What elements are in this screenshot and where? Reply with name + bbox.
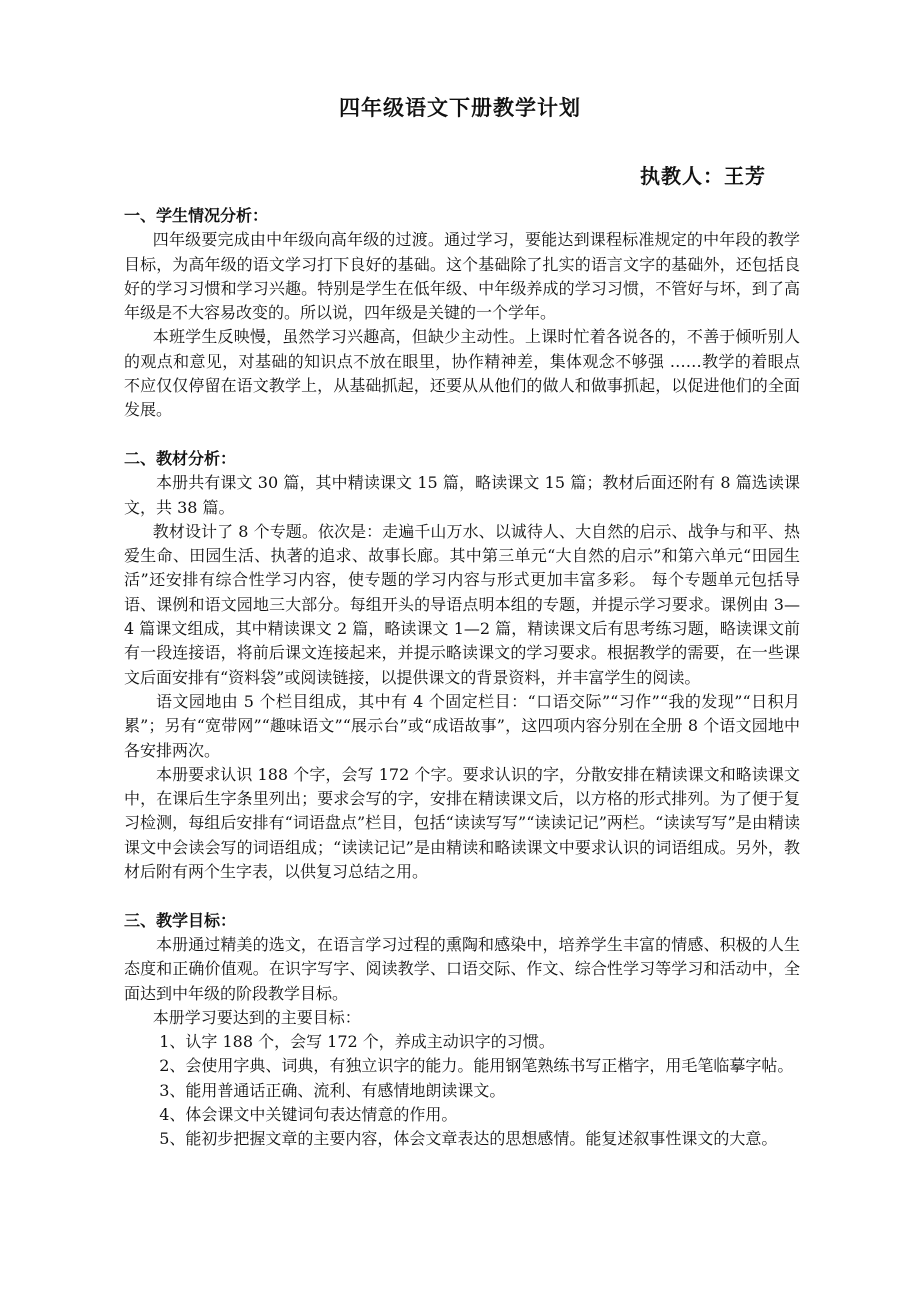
section-heading: 一、学生情况分析： [124, 206, 269, 225]
goal-item: 1、认字 188 个，会写 172 个，养成主动识字的习惯。 [159, 1032, 555, 1052]
section-student-analysis [124, 204, 800, 423]
author-line: 执教人：王芳 [640, 164, 766, 188]
paragraph: 本册学习要达到的主要目标： [152, 1007, 361, 1027]
paragraph: 四年级要完成由中年级向高年级的过渡。通过学习，要能达到课程标准规定的中年段的教学目标，为高年级的语文学习打下良好的基础。这个基础除了扎实的语言文字的基础外，还包括良好的学习习惯和学习兴趣。特别是学生在低年级、中年级养成的学习习惯，不管好与坏，到了高年级是不大容易改变的。所以说，四年级是关键的一个学年。 [124, 230, 800, 323]
paragraph: 本册共有课文 30 篇，其中精读课文 15 篇，略读课文 15 篇；教材后面还附有 8 篇选读课文，共 38 篇。 [124, 473, 800, 517]
paragraph: 本班学生反映慢，虽然学习兴趣高，但缺少主动性。上课时忙着各说各的，不善于倾听别人的观点和意见，对基础的知识点不放在眼里，协作精神差，集体观念不够强 ……教学的着眼点不应仅仅停留在语文教学上，从基础抓起，还要从从他们的做人和做事抓起，以促进他们的全面发展。 [124, 327, 800, 420]
goal-item: 4、体会课文中关键词句表达情意的作用。 [159, 1104, 458, 1124]
document-title: 四年级语文下册教学计划 [339, 95, 581, 120]
section-textbook-analysis [124, 447, 800, 884]
document-body [124, 204, 800, 1152]
paragraph: 本册通过精美的选文，在语言学习过程的熏陶和感染中，培养学生丰富的情感、积极的人生态度和正确价值观。在识字写字、阅读教学、口语交际、作文、综合性学习等学习和活动中，全面达到中年级的阶段教学目标。 [124, 934, 800, 1003]
section-teaching-goals [124, 909, 800, 1152]
paragraph: 语文园地由 5 个栏目组成，其中有 4 个固定栏目：“口语交际”“习作”“我的发现”“日积月累”；另有“宽带网”“趣味语文”“展示台”或“成语故事”，这四项内容分别在全册 8 个语文园地中各安排两次。 [124, 691, 800, 760]
paragraph: 教材设计了 8 个专题。依次是：走遍千山万水、以诚待人、大自然的启示、战争与和平、热爱生命、田园生活、执著的追求、故事长廊。其中第三单元“大自然的启示”和第六单元“田园生活”还安排有综合性学习内容，使专题的学习内容与形式更加丰富多彩。 每个专题单元包括导语、课例和语文园地三大部分。每组开头的导语点明本组的专题，并提示学习要求。课例由 3—4 篇课文组成，其中精读课文 2 篇，略读课文 1—2 篇，精读课文后有思考练习题，略读课文前有一段连接语，将前后课文连接起来，并提示略读课文的学习要求。根据教学的需要，在一些课文后面安排有“资料袋”或阅读链接，以提供课文的背景资料，并丰富学生的阅读。 [124, 521, 800, 687]
goal-item: 2、会使用字典、词典，有独立识字的能力。能用钢笔熟练书写正楷字，用毛笔临摹字帖。 [159, 1056, 794, 1076]
section-heading: 二、教材分析： [124, 448, 237, 468]
goal-item: 5、能初步把握文章的主要内容，体会文章表达的思想感情。能复述叙事性课文的大意。 [159, 1129, 778, 1149]
section-heading: 三、教学目标： [124, 910, 237, 930]
paragraph: 本册要求认识 188 个字，会写 172 个字。要求认识的字，分散安排在精读课文和略读课文中，在课后生字条里列出；要求会写的字，安排在精读课文后，以方格的形式排列。为了便于复习检测，每组后安排有“词语盘点”栏目，包括“读读写写”“读读记记”两栏。“读读写写”是由精读课文中会读会写的词语组成；“读读记记”是由精读和略读课文中要求认识的词语组成。另外，教材后附有两个生字表，以供复习总结之用。 [124, 764, 800, 882]
goal-item: 3、能用普通话正确、流利、有感情地朗读课文。 [159, 1080, 506, 1100]
